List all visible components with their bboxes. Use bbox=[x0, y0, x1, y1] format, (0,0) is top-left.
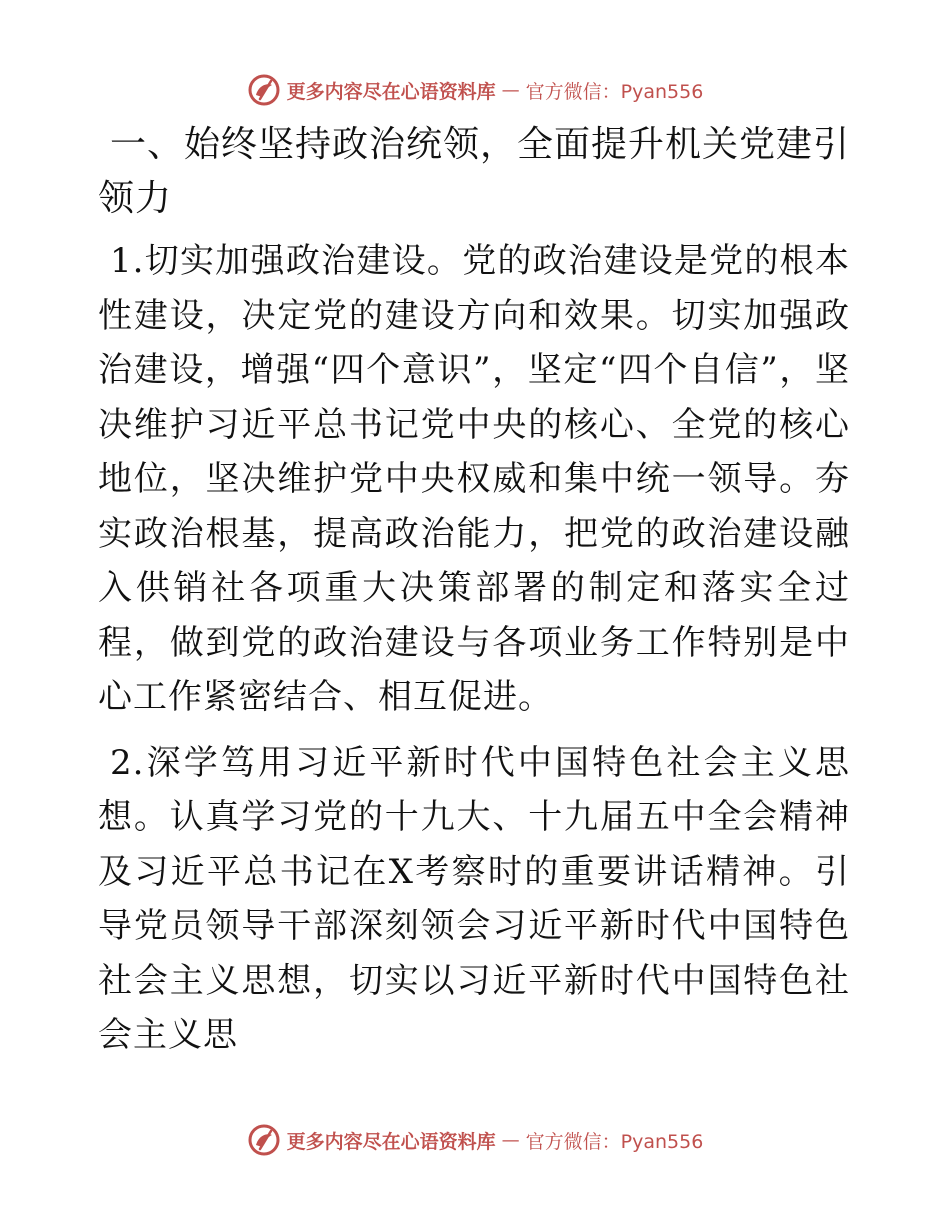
brand-logo-icon bbox=[247, 1123, 281, 1157]
paragraph-2 bbox=[98, 736, 850, 1063]
banner-brand-text: 更多内容尽在心语资料库 bbox=[286, 1130, 496, 1153]
footer-watermark-banner bbox=[0, 1120, 950, 1160]
paragraph-1 bbox=[98, 234, 850, 725]
section-heading: 一、始终坚持政治统领，全面提升机关党建引领力 bbox=[98, 124, 851, 219]
banner-wechat-text: 官方微信：Pyan556 bbox=[525, 1130, 704, 1153]
banner-wechat-text: 官方微信：Pyan556 bbox=[525, 80, 704, 103]
banner-separator: — bbox=[501, 1129, 520, 1151]
document-body bbox=[98, 118, 850, 1074]
paragraph-2-text: 2.深学笃用习近平新时代中国特色社会主义思想。认真学习党的十九大、十九届五中全会精神及习近平总书记在X考察时的重要讲话精神。引导党员领导干部深刻领会习近平新时代中国特色社会主义思想，切实以习近平新时代中国特色社会主义思 bbox=[98, 742, 850, 1055]
banner-separator: — bbox=[501, 79, 520, 101]
banner-brand-text: 更多内容尽在心语资料库 bbox=[286, 80, 496, 103]
paragraph-1-text: 1.切实加强政治建设。党的政治建设是党的根本性建设，决定党的建设方向和效果。切实加强政治建设，增强“四个意识”，坚定“四个自信”，坚决维护习近平总书记党中央的核心、全党的核心地位，坚决维护党中央权威和集中统一领导。夯实政治根基，提高政治能力，把党的政治建设融入供销社各项重大决策部署的制定和落实全过程，做到党的政治建设与各项业务工作特别是中心工作紧密结合、相互促进。 bbox=[98, 241, 850, 717]
brand-logo-icon bbox=[247, 73, 281, 107]
header-watermark-banner bbox=[0, 70, 950, 110]
